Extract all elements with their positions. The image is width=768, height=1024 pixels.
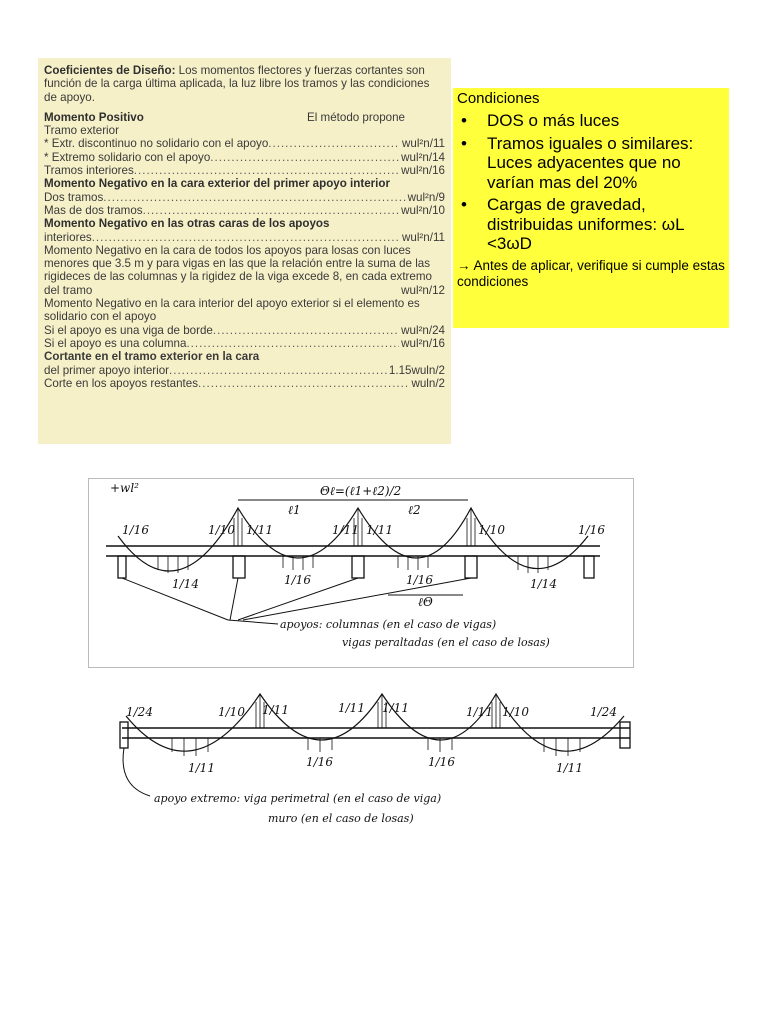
load-label: +wl² [110, 481, 139, 495]
coef-label: Corte en los apoyos restantes [44, 376, 199, 390]
edge-support-note-1: apoyo extremo: viga perimetral (en el caso de viga) [154, 792, 442, 805]
coef-value: wul²n/10 [401, 203, 445, 217]
neg-coef: 1/11 [262, 703, 289, 717]
neg-coef: 1/11 [466, 705, 493, 719]
coef-value: wul²n/24 [401, 323, 445, 337]
coef-value: wul²n/14 [401, 150, 445, 164]
positive-moment-header [44, 111, 445, 124]
pos-coef: 1/16 [306, 755, 333, 769]
negative-moment-2-title: Momento Negativo en las otras caras de los apoyos [44, 217, 330, 231]
neg-coef: 1/16 [578, 523, 605, 537]
pos-coef: 1/14 [530, 577, 557, 591]
negative-moment-3-text: Momento Negativo en la cara de todos los apoyos para losas con luces menores que 3.5 m y para vigas en las que la relación entre la suma de las rigideces de las columnas y la rigidez de la viga excede 8, en cada extremo del tramo [44, 243, 432, 297]
moment-curve [118, 508, 588, 571]
coef-row [44, 191, 445, 204]
coef-label: Tramos interiores [44, 164, 134, 178]
neg-coef: 1/10 [208, 523, 235, 537]
neg-coef: 1/11 [382, 701, 409, 715]
support-columns [118, 556, 594, 578]
beam-diagram-columns [88, 478, 634, 668]
coef-value: wul²n/11 [402, 230, 445, 244]
coef-value: wuln/2 [411, 376, 445, 390]
coef-row [44, 151, 445, 164]
conditions-title: Condiciones [457, 90, 540, 107]
pos-coef: 1/11 [188, 761, 215, 775]
coef-label: * Extr. discontinuo no solidario con el apoyo [44, 137, 269, 151]
edge-support-note-2: muro (en el caso de losas) [268, 812, 414, 825]
arrow-right-icon: → [457, 257, 471, 273]
pos-coef: 1/16 [284, 573, 311, 587]
coef-value: wul²n/9 [407, 190, 445, 204]
negative-moment-1-title: Momento Negativo en la cara exterior del primer apoyo interior [44, 177, 390, 191]
condition-text: Cargas de gravedad, distribuidas uniformes: ωL <3ωD [487, 195, 684, 253]
conditions-list [457, 111, 725, 254]
coef-row [44, 204, 445, 217]
span-ln-label: ℓΘ [418, 595, 433, 609]
neg-coef: 1/11 [332, 523, 359, 537]
neg-coef: 1/10 [502, 705, 529, 719]
coef-label: * Extremo solidario con el apoyo [44, 150, 211, 164]
condition-item: • DOS o más luces [487, 111, 725, 131]
coef-label: interiores [44, 230, 92, 244]
coef-label: del primer apoyo interior [44, 363, 170, 377]
span-l2-label: ℓ2 [408, 503, 421, 517]
coef-label: Si el apoyo es una columna [44, 336, 187, 350]
end-supports [120, 722, 630, 748]
intro-text: Los momentos flectores y fuerzas cortantes son función de la carga última aplicada, la luz libre los tramos y las condiciones de apoyo. [44, 64, 430, 104]
coef-row [44, 164, 445, 177]
coef-row [44, 231, 445, 244]
shear-title: Cortante en el tramo exterior en la cara [44, 350, 260, 364]
coef-value: wul²n/16 [401, 336, 445, 350]
coef-value: 1.15wuln/2 [388, 363, 445, 377]
pos-coef: 1/11 [556, 761, 583, 775]
method-label: El método propone [307, 110, 405, 124]
intro-paragraph [44, 64, 445, 104]
neg-coef: 1/11 [366, 523, 393, 537]
condition-item [487, 195, 725, 254]
beam-diagram-edge-support [112, 686, 640, 836]
coef-row [44, 364, 445, 377]
coef-label: Dos tramos [44, 190, 104, 204]
conditions-note [457, 258, 725, 290]
positive-moment-title: Momento Positivo [44, 110, 144, 124]
supports-note-1: apoyos: columnas (en el caso de vigas) [280, 618, 497, 631]
coef-value: wul²n/12 [398, 284, 445, 297]
span-l1-label: ℓ1 [288, 503, 301, 517]
tramo-exterior-label: Tramo exterior [44, 124, 119, 138]
intro-bold: Coeficientes de Diseño: [44, 64, 176, 77]
neg-coef: 1/24 [590, 705, 617, 719]
neg-coef: 1/10 [218, 705, 245, 719]
span-formula: Θℓ=(ℓ1+ℓ2)/2 [320, 484, 402, 498]
negative-moment-4-text: Momento Negativo en la cara interior del apoyo exterior si el elemento es solidario con el apoyo [44, 297, 420, 324]
conditions-box [453, 88, 729, 328]
neg-coef: 1/10 [478, 523, 505, 537]
coef-label: Mas de dos tramos [44, 203, 143, 217]
pos-coef: 1/16 [406, 573, 433, 587]
neg-coef: 1/16 [122, 523, 149, 537]
condition-item: • Tramos iguales o similares: Luces adyacentes que no varían mas del 20% [487, 134, 725, 193]
conditions-note-text: Antes de aplicar, verifique si cumple estas condiciones [457, 257, 725, 289]
coef-label: Si el apoyo es una viga de borde [44, 323, 213, 337]
neg-coef: 1/11 [338, 701, 365, 715]
coef-row [44, 324, 445, 337]
pointer-line [123, 748, 150, 796]
coef-row [44, 137, 445, 150]
design-coefficients-scan [38, 58, 451, 444]
coef-value: wul²n/16 [401, 164, 445, 178]
neg-coef: 1/24 [126, 705, 153, 719]
pos-coef: 1/14 [172, 577, 199, 591]
coef-row [44, 337, 445, 350]
neg-coef: 1/11 [246, 523, 273, 537]
dimension-lines [238, 500, 468, 595]
negative-moment-3-block [44, 244, 445, 297]
moment-curve [126, 694, 624, 751]
supports-note-2: vigas peraltadas (en el caso de losas) [342, 636, 550, 649]
coef-value: wul²n/11 [402, 137, 445, 151]
coef-row [44, 377, 445, 390]
pos-coef: 1/16 [428, 755, 455, 769]
